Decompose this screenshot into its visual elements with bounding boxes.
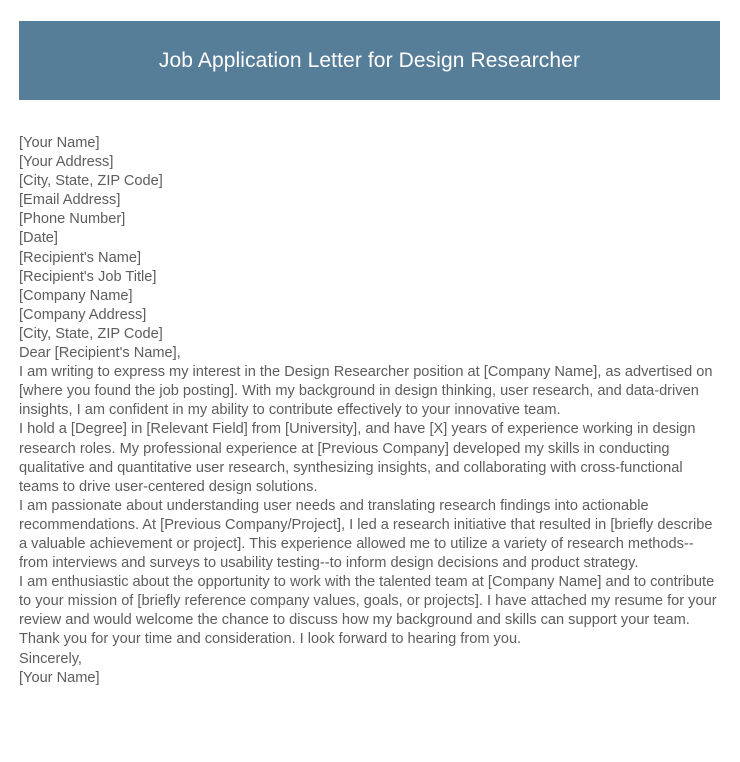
letter-body (19, 134, 719, 688)
page-title: Job Application Letter for Design Researcher (158, 48, 581, 72)
letter-paragraph-4: I am enthusiastic about the opportunity to work with the talented team at [Company Name] and to contribute to your mission of [briefly reference company values, goals, or projects]. I have attached my resume for your review and would welcome the chance to discuss how my background and skills can support your team. (19, 574, 717, 629)
recipient-city-state-zip-line: [City, State, ZIP Code] (19, 325, 163, 342)
recipient-job-title-line: [Recipient's Job Title] (19, 268, 157, 285)
recipient-name-line: [Recipient's Name] (19, 249, 142, 266)
closing-thanks-line: Thank you for your time and consideration. I look forward to hearing from you. (19, 631, 522, 648)
sender-phone-line: [Phone Number] (19, 211, 126, 228)
recipient-company-address-line: [Company Address] (19, 306, 147, 323)
sender-city-state-zip-line: [City, State, ZIP Code] (19, 173, 163, 190)
document-header-banner (19, 21, 720, 100)
letter-paragraph-3: I am passionate about understanding user needs and translating research findings into actionable recommendations. At [Previous Company/Project], I led a research initiative that resulted in [briefly describe a valuable achievement or project]. This experience allowed me to utilize a variety of research methods--from interviews and surveys to usability testing--to inform design decisions and product strategy. (19, 497, 713, 572)
sender-address-line: [Your Address] (19, 154, 114, 171)
salutation-line: Dear [Recipient's Name], (19, 345, 181, 362)
letter-paragraph-1: I am writing to express my interest in the Design Researcher position at [Company Name], as advertised on [where you found the job posting]. With my background in design thinking, user research, and data-driven insights, I am confident in my ability to contribute effectively to your innovative team. (19, 364, 713, 419)
date-line: [Date] (19, 230, 58, 247)
closing-salutation-line: Sincerely, (19, 650, 82, 667)
sender-name-line: [Your Name] (19, 135, 100, 151)
sender-email-line: [Email Address] (19, 192, 121, 209)
recipient-company-name-line: [Company Name] (19, 287, 133, 304)
letter-paragraph-2: I hold a [Degree] in [Relevant Field] from [University], and have [X] years of experience working in design research roles. My professional experience at [Previous Company] developed my skills in conducting qualitative and quantitative user research, synthesizing insights, and collaborating with cross-functional teams to drive user-centered design solutions. (19, 421, 696, 495)
signature-line: [Your Name] (19, 669, 100, 686)
